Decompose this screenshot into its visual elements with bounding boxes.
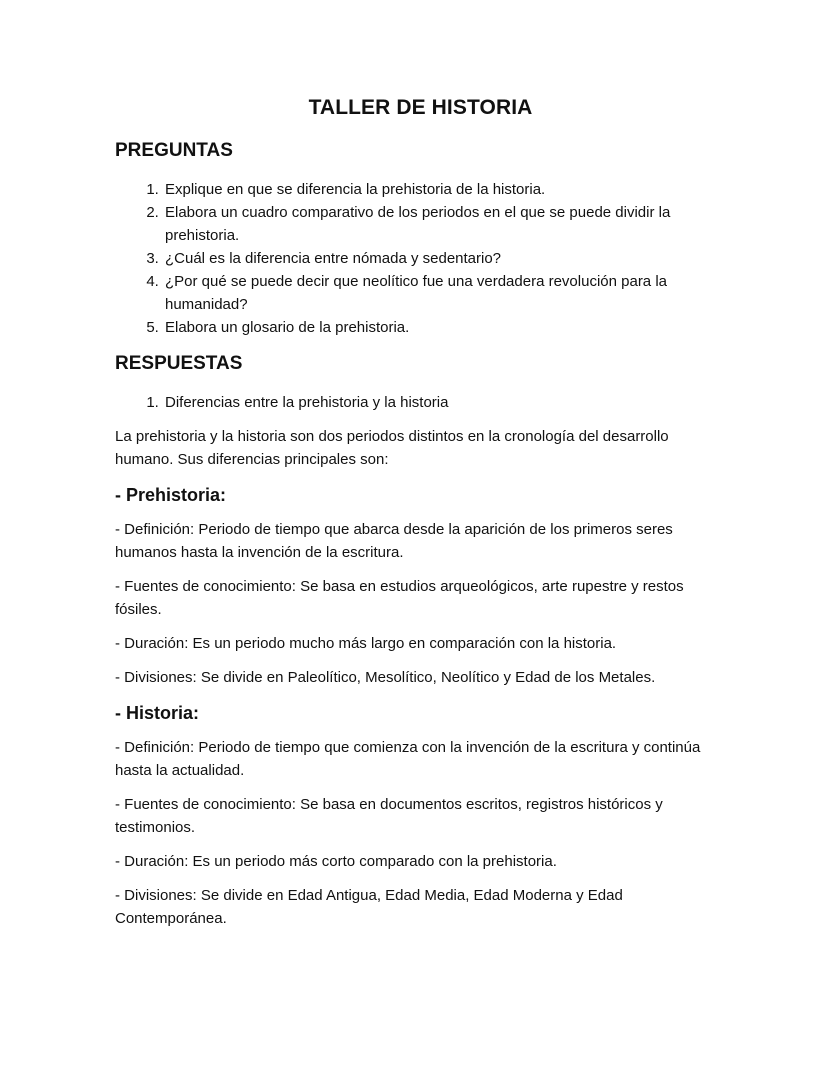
question-item: 3. ¿Cuál es la diferencia entre nómada y sedentario?	[163, 247, 718, 270]
answers-heading: RESPUESTAS	[115, 353, 243, 374]
prehistoria-definicion: - Definición: Periodo de tiempo que abarca desde la aparición de los primeros seres humanos hasta la invención de la escritura.	[115, 521, 673, 561]
historia-heading: - Historia:	[115, 703, 200, 723]
prehistoria-heading: - Prehistoria:	[115, 485, 227, 505]
answers-list	[115, 391, 718, 414]
historia-divisiones: - Divisiones: Se divide en Edad Antigua, Edad Media, Edad Moderna y Edad Contemporánea.	[115, 887, 623, 927]
prehistoria-fuentes: - Fuentes de conocimiento: Se basa en estudios arqueológicos, arte rupestre y restos fósiles.	[115, 578, 684, 618]
questions-list	[115, 178, 718, 339]
prehistoria-divisiones: - Divisiones: Se divide en Paleolítico, Mesolítico, Neolítico y Edad de los Metales.	[115, 669, 656, 686]
question-item: 5. Elabora un glosario de la prehistoria.	[163, 316, 718, 339]
historia-fuentes: - Fuentes de conocimiento: Se basa en documentos escritos, registros históricos y testimonios.	[115, 796, 663, 836]
answers-intro: La prehistoria y la historia son dos periodos distintos en la cronología del desarrollo humano. Sus diferencias principales son:	[115, 428, 669, 468]
document-title: TALLER DE HISTORIA	[308, 96, 533, 119]
prehistoria-duracion: - Duración: Es un periodo mucho más largo en comparación con la historia.	[115, 635, 617, 652]
historia-duracion: - Duración: Es un periodo más corto comparado con la prehistoria.	[115, 853, 557, 870]
questions-heading: PREGUNTAS	[115, 140, 233, 161]
question-item: 4. ¿Por qué se puede decir que neolítico fue una verdadera revolución para la humanidad?	[163, 270, 718, 316]
historia-definicion: - Definición: Periodo de tiempo que comienza con la invención de la escritura y continúa hasta la actualidad.	[115, 739, 701, 779]
answer-item: 1. Diferencias entre la prehistoria y la historia	[163, 391, 718, 414]
question-item: 2. Elabora un cuadro comparativo de los periodos en el que se puede dividir la prehistoria.	[163, 201, 718, 247]
question-item: 1. Explique en que se diferencia la prehistoria de la historia.	[163, 178, 718, 201]
